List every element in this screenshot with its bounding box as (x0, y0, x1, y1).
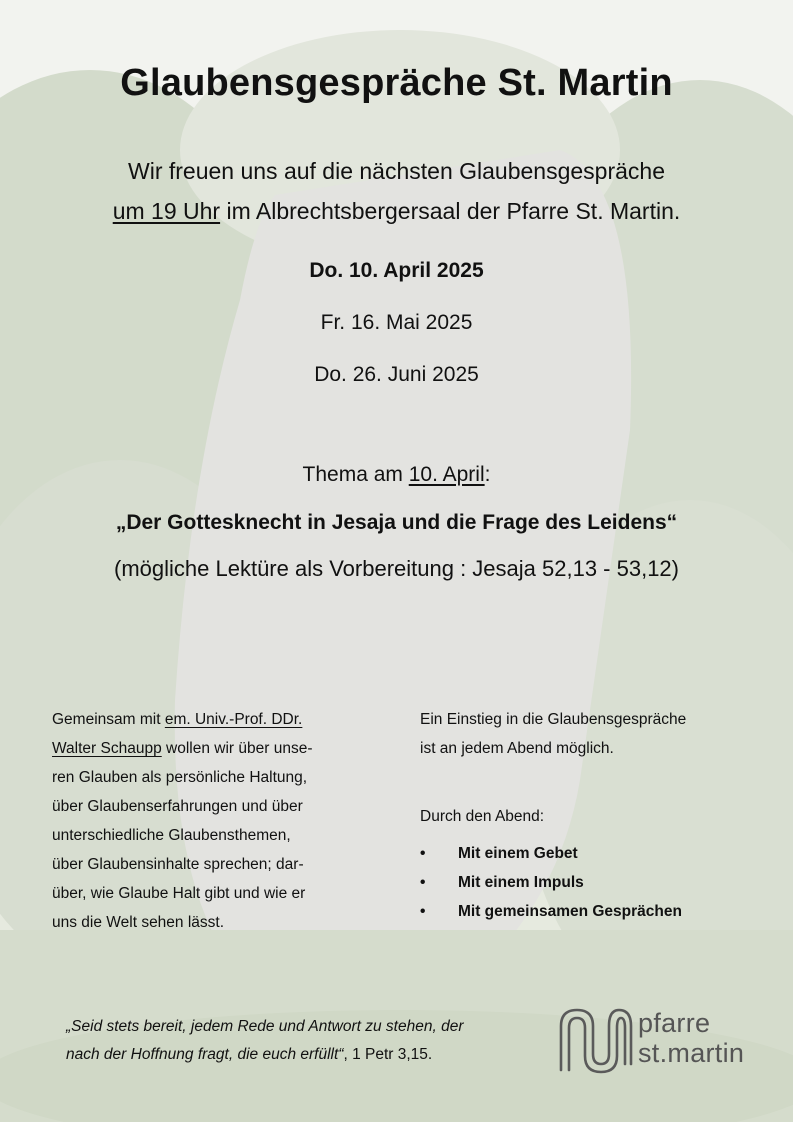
quote-citation: , 1 Petr 3,15. (343, 1046, 433, 1063)
topic-label-date: 10. April (408, 463, 485, 486)
description-line: über Glaubensinhalte sprechen; dar- (52, 856, 304, 873)
bible-quote (66, 1013, 556, 1069)
description-fragment: wollen wir über unse- (161, 740, 313, 757)
intro-time: um 19 Uhr (112, 198, 221, 224)
entry-info-line-1: Ein Einstieg in die Glaubensgespräche (420, 711, 687, 728)
logo-line-2: st.martin (638, 1038, 745, 1068)
pfarre-logo-icon (555, 1004, 635, 1076)
description-text (52, 705, 372, 937)
description-line: über Glaubenserfahrungen und über (52, 798, 303, 815)
intro-location: im Albrechtsbergersaal der Pfarre St. Martin. (220, 198, 681, 224)
agenda-item (420, 845, 682, 874)
quote-line-2 (66, 1041, 556, 1069)
bullet-icon: • (420, 845, 426, 862)
description-line: uns die Welt sehen lässt. (52, 914, 225, 931)
description-line: ren Glauben als persönliche Haltung, (52, 769, 308, 786)
agenda-item (420, 874, 682, 903)
agenda-item (420, 903, 682, 932)
agenda-item-label: Mit einem Gebet (458, 845, 578, 862)
entry-info-line-2: ist an jedem Abend möglich. (420, 740, 614, 757)
logo-text (638, 1008, 744, 1068)
topic-label-prefix: Thema am (302, 463, 409, 486)
quote-text: „Seid stets bereit, jedem Rede und Antwort zu stehen, der (66, 1018, 464, 1035)
topic-preparation: (mögliche Lektüre als Vorbereitung : Jesaja 52,13 - 53,12) (114, 556, 679, 581)
date-2: Fr. 16. Mai 2025 (320, 311, 473, 334)
agenda-list (420, 845, 682, 932)
speaker-name: Walter Schaupp (52, 740, 162, 757)
topic-title: „Der Gottesknecht in Jesaja und die Frage des Leidens“ (115, 511, 678, 534)
quote-text: nach der Hoffnung fragt, die euch erfüllt“ (66, 1046, 344, 1063)
bullet-icon: • (420, 874, 426, 891)
topic-label (0, 463, 793, 487)
agenda-label: Durch den Abend: (420, 808, 545, 825)
agenda-item-label: Mit gemeinsamen Gesprächen (458, 903, 682, 920)
description-line (52, 705, 372, 734)
date-3: Do. 26. Juni 2025 (314, 363, 479, 386)
quote-line-1 (66, 1013, 556, 1041)
page-title: Glaubensgespräche St. Martin (120, 62, 673, 104)
topic-label-suffix: : (484, 463, 491, 486)
description-line: unterschiedliche Glaubensthemen, (52, 827, 291, 844)
logo-line-1: pfarre (638, 1008, 711, 1038)
pfarre-logo (555, 1004, 755, 1076)
description-line (52, 734, 372, 763)
entry-info (420, 705, 780, 763)
bullet-icon: • (420, 903, 426, 920)
agenda-item-label: Mit einem Impuls (458, 874, 584, 891)
description-line: über, wie Glaube Halt gibt und wie er (52, 885, 306, 902)
intro-line-1: Wir freuen uns auf die nächsten Glaubensgespräche (128, 158, 665, 184)
speaker-title: em. Univ.-Prof. DDr. (164, 711, 303, 728)
date-1: Do. 10. April 2025 (309, 259, 484, 282)
intro-line-2 (0, 198, 793, 225)
description-fragment: Gemeinsam mit (52, 711, 165, 728)
